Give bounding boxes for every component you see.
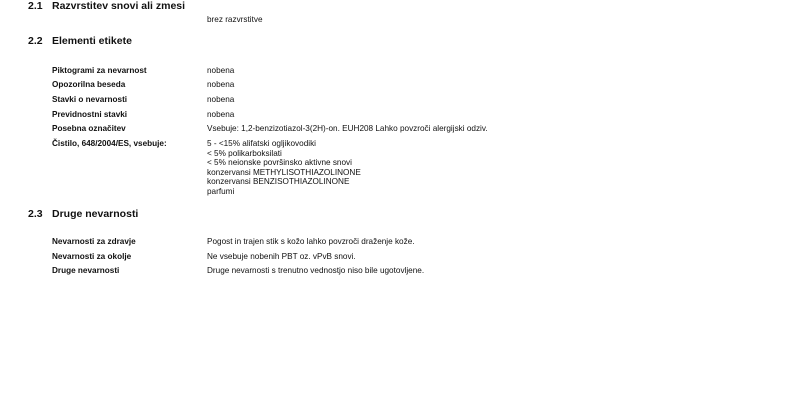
section-2-3-heading [28, 208, 138, 220]
detergent-contents-list [207, 139, 361, 197]
list-item: < 5% neionske površinsko aktivne snovi [207, 158, 352, 168]
section-number: 2.1 [28, 0, 43, 12]
section-2-1-heading [28, 0, 185, 12]
section-title: Elementi etikete [52, 35, 132, 47]
section-number: 2.2 [28, 35, 43, 47]
row-value: Ne vsebuje nobenih PBT oz. vPvB snovi. [207, 252, 356, 261]
row-label: Previdnostni stavki [52, 110, 128, 119]
row-label: Opozorilna beseda [52, 80, 126, 89]
row-label: Nevarnosti za okolje [52, 252, 132, 261]
row-label: Nevarnosti za zdravje [52, 237, 136, 246]
list-item: 5 - <15% alifatski ogljikovodiki [207, 139, 316, 148]
section-number: 2.3 [28, 208, 43, 220]
row-value: nobena [207, 110, 235, 119]
classification-value: brez razvrstitve [207, 15, 263, 24]
row-value: nobena [207, 66, 235, 75]
list-item: konzervansi BENZISOTHIAZOLINONE [207, 177, 350, 187]
list-item: parfumi [207, 186, 235, 196]
list-item: < 5% polikarboksilati [207, 148, 282, 158]
row-label: Stavki o nevarnosti [52, 95, 128, 104]
row-value: Pogost in trajen stik s kožo lahko povzroči draženje kože. [207, 237, 415, 246]
row-label: Piktogrami za nevarnost [52, 66, 147, 75]
row-label: Druge nevarnosti [52, 266, 120, 275]
list-item: konzervansi METHYLISOTHIAZOLINONE [207, 167, 361, 177]
row-label: Čistilo, 648/2004/ES, vsebuje: [52, 139, 167, 148]
row-value: Vsebuje: 1,2-benzizotiazol-3(2H)-on. EUH208 Lahko povzroči alergijski odziv. [207, 124, 488, 133]
row-value: Druge nevarnosti s trenutno vednostjo niso bile ugotovljene. [207, 266, 425, 275]
row-label: Posebna označitev [52, 124, 126, 133]
section-title: Druge nevarnosti [52, 208, 139, 220]
section-2-2-heading [28, 35, 132, 47]
row-value: nobena [207, 80, 235, 89]
row-value: nobena [207, 95, 235, 104]
section-title: Razvrstitev snovi ali zmesi [52, 0, 186, 12]
